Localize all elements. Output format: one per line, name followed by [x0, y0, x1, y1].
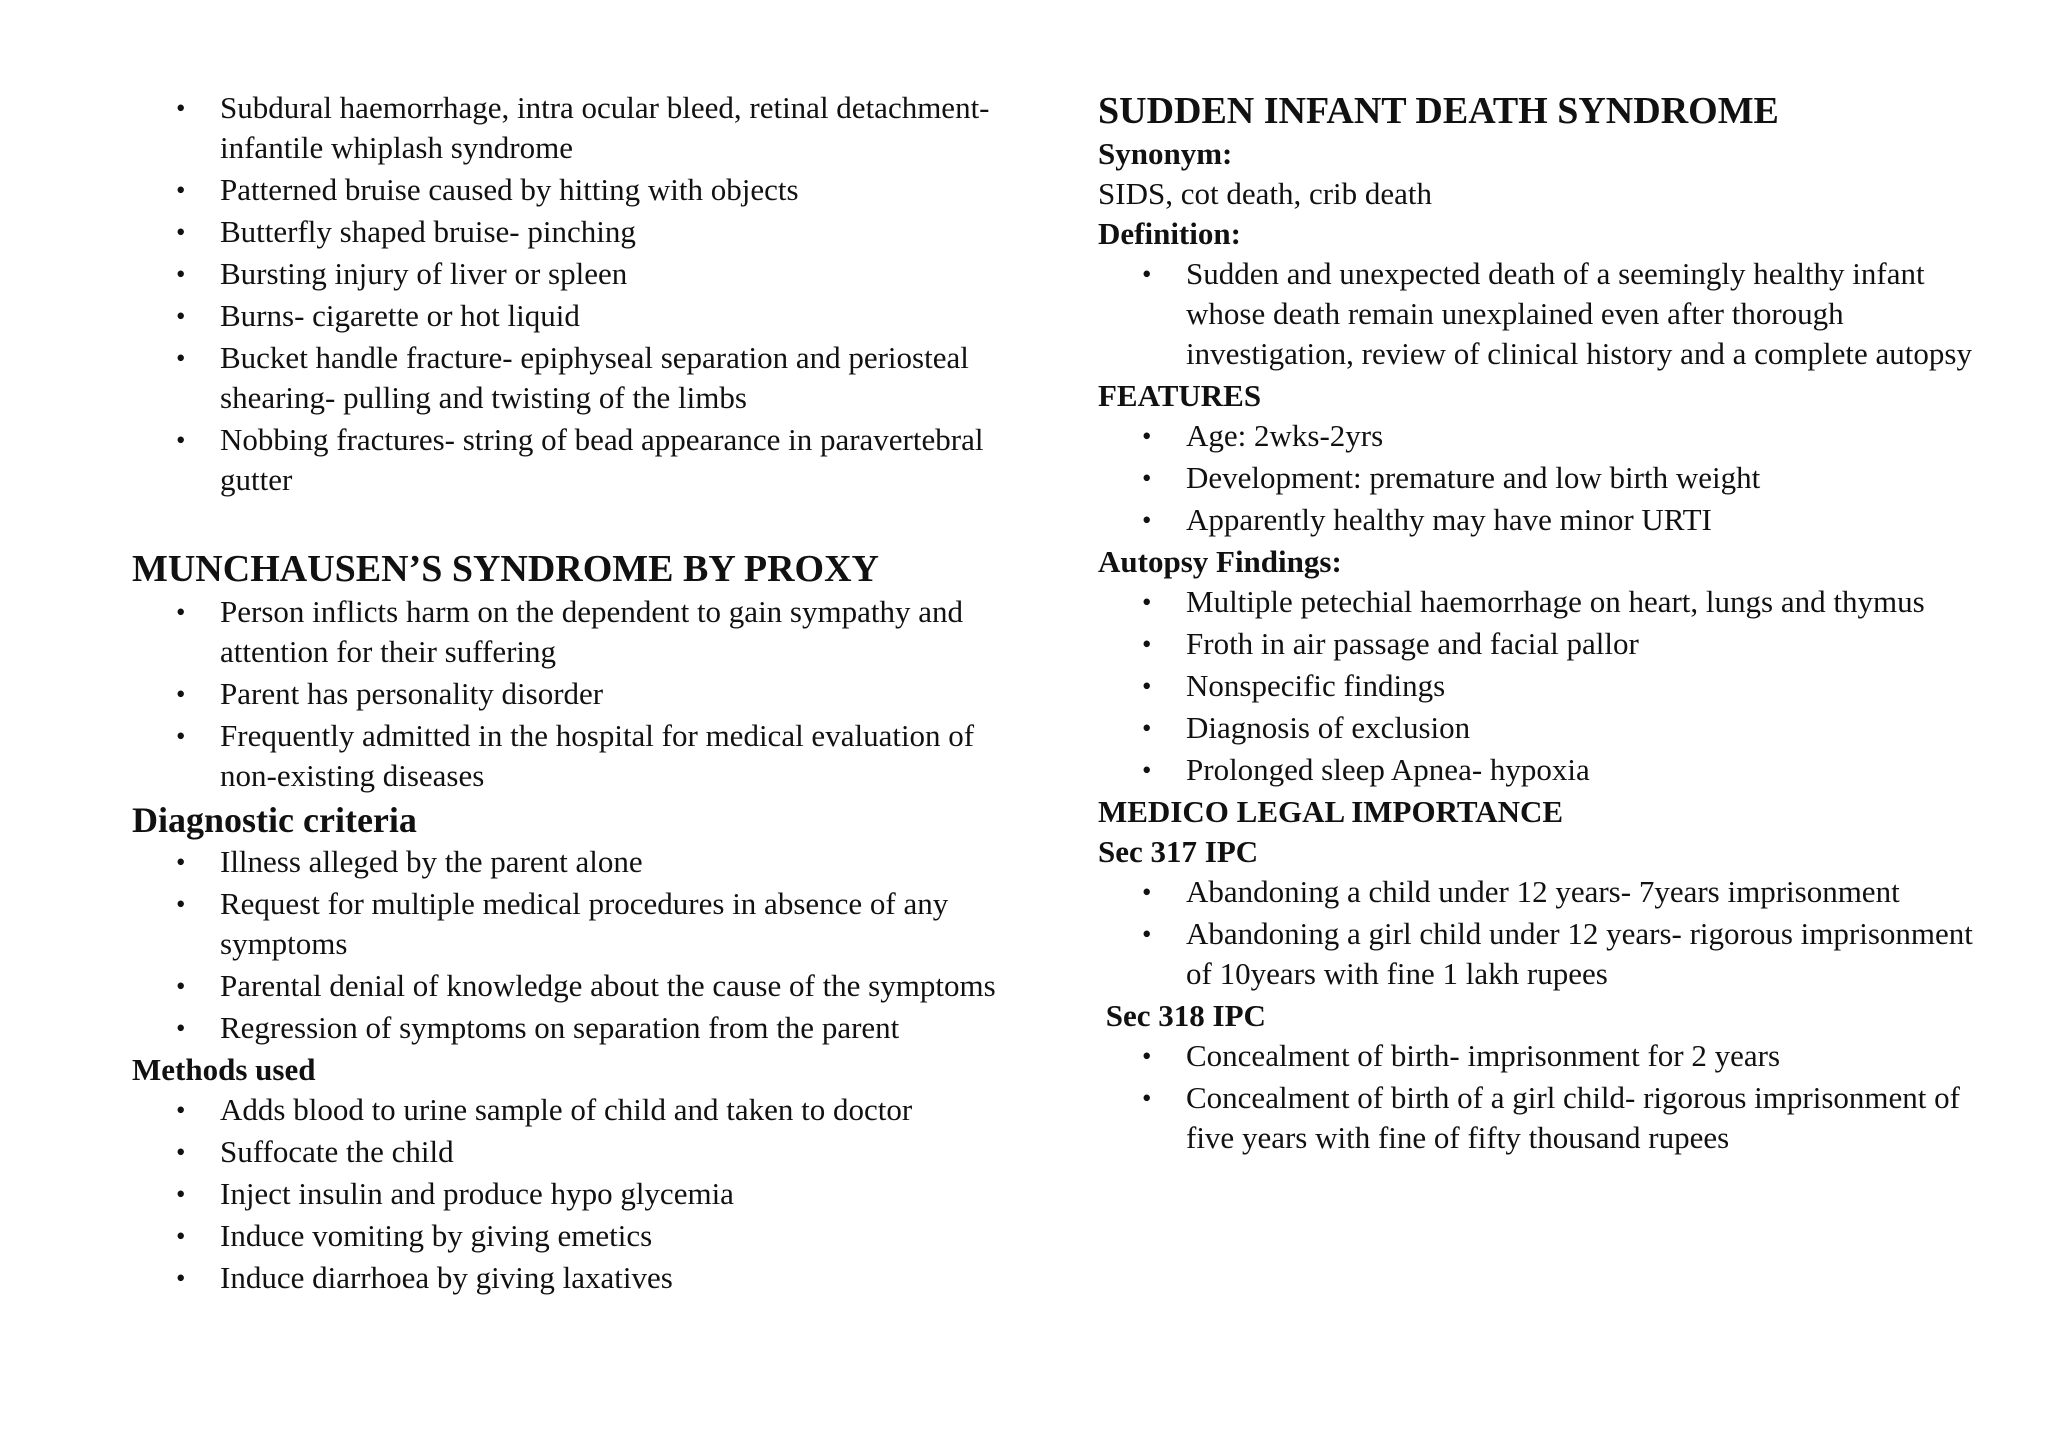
sids-heading: SUDDEN INFANT DEATH SYNDROME	[1098, 90, 1779, 132]
features-list	[1098, 416, 1998, 540]
medico-legal-label: MEDICO LEGAL IMPORTANCE	[1098, 794, 1564, 829]
list-item: • Burns- cigarette or hot liquid	[132, 296, 1012, 336]
list-item: • Bursting injury of liver or spleen	[132, 254, 1012, 294]
sec-317-list	[1098, 872, 1998, 994]
list-item: • Age: 2wks-2yrs	[1098, 416, 1998, 456]
list-item: • Request for multiple medical procedures in absence of any symptoms	[132, 884, 1012, 964]
sec-317-label: Sec 317 IPC	[1098, 834, 1259, 869]
list-item: • Sudden and unexpected death of a seemingly healthy infant whose death remain unexplained even after thorough investigation, review of clinical history and a complete autopsy	[1098, 254, 1998, 374]
list-item: • Diagnosis of exclusion	[1098, 708, 1998, 748]
list-item: • Person inflicts harm on the dependent to gain sympathy and attention for their suffering	[132, 592, 1012, 672]
synonym-label: Synonym:	[1098, 136, 1233, 171]
child-abuse-injuries-list	[132, 88, 1012, 500]
list-item: • Illness alleged by the parent alone	[132, 842, 1012, 882]
methods-used-heading: Methods used	[132, 1052, 316, 1087]
list-item: • Nobbing fractures- string of bead appearance in paravertebral gutter	[132, 420, 1012, 500]
list-item: • Suffocate the child	[132, 1132, 1012, 1172]
diagnostic-criteria-heading: Diagnostic criteria	[132, 800, 417, 840]
list-item: • Induce diarrhoea by giving laxatives	[132, 1258, 1012, 1298]
list-item: • Parental denial of knowledge about the cause of the symptoms	[132, 966, 1012, 1006]
list-item: • Abandoning a child under 12 years- 7years imprisonment	[1098, 872, 1998, 912]
list-item: • Butterfly shaped bruise- pinching	[132, 212, 1012, 252]
right-column	[1098, 88, 1998, 1160]
features-label: FEATURES	[1098, 378, 1262, 413]
list-item: • Concealment of birth- imprisonment for 2 years	[1098, 1036, 1998, 1076]
list-item: • Nonspecific findings	[1098, 666, 1998, 706]
munchausen-heading: MUNCHAUSEN’S SYNDROME BY PROXY	[132, 548, 879, 590]
diagnostic-criteria-list	[132, 842, 1012, 1048]
list-item: • Multiple petechial haemorrhage on heart, lungs and thymus	[1098, 582, 1998, 622]
list-item: • Frequently admitted in the hospital for medical evaluation of non-existing diseases	[132, 716, 1012, 796]
list-item: • Patterned bruise caused by hitting with objects	[132, 170, 1012, 210]
list-item: • Adds blood to urine sample of child and taken to doctor	[132, 1090, 1012, 1130]
list-item: • Inject insulin and produce hypo glycemia	[132, 1174, 1012, 1214]
sec-318-list	[1098, 1036, 1998, 1158]
left-column	[132, 88, 1012, 1300]
autopsy-findings-label: Autopsy Findings:	[1098, 544, 1342, 579]
list-item: • Prolonged sleep Apnea- hypoxia	[1098, 750, 1998, 790]
list-item: • Induce vomiting by giving emetics	[132, 1216, 1012, 1256]
list-item: • Subdural haemorrhage, intra ocular bleed, retinal detachment- infantile whiplash syndrome	[132, 88, 1012, 168]
list-item: • Abandoning a girl child under 12 years- rigorous imprisonment of 10years with fine 1 lakh rupees	[1098, 914, 1998, 994]
sec-318-label: Sec 318 IPC	[1098, 998, 1266, 1033]
definition-list	[1098, 254, 1998, 374]
synonym-text: SIDS, cot death, crib death	[1098, 176, 1433, 211]
list-item: • Apparently healthy may have minor URTI	[1098, 500, 1998, 540]
autopsy-findings-list	[1098, 582, 1998, 790]
list-item: • Concealment of birth of a girl child- rigorous imprisonment of five years with fine of fifty thousand rupees	[1098, 1078, 1998, 1158]
definition-label: Definition:	[1098, 216, 1241, 251]
list-item: • Development: premature and low birth weight	[1098, 458, 1998, 498]
list-item: • Regression of symptoms on separation from the parent	[132, 1008, 1012, 1048]
munchausen-list	[132, 592, 1012, 796]
list-item: • Froth in air passage and facial pallor	[1098, 624, 1998, 664]
methods-used-list	[132, 1090, 1012, 1298]
list-item: • Parent has personality disorder	[132, 674, 1012, 714]
list-item: • Bucket handle fracture- epiphyseal separation and periosteal shearing- pulling and twisting of the limbs	[132, 338, 1012, 418]
